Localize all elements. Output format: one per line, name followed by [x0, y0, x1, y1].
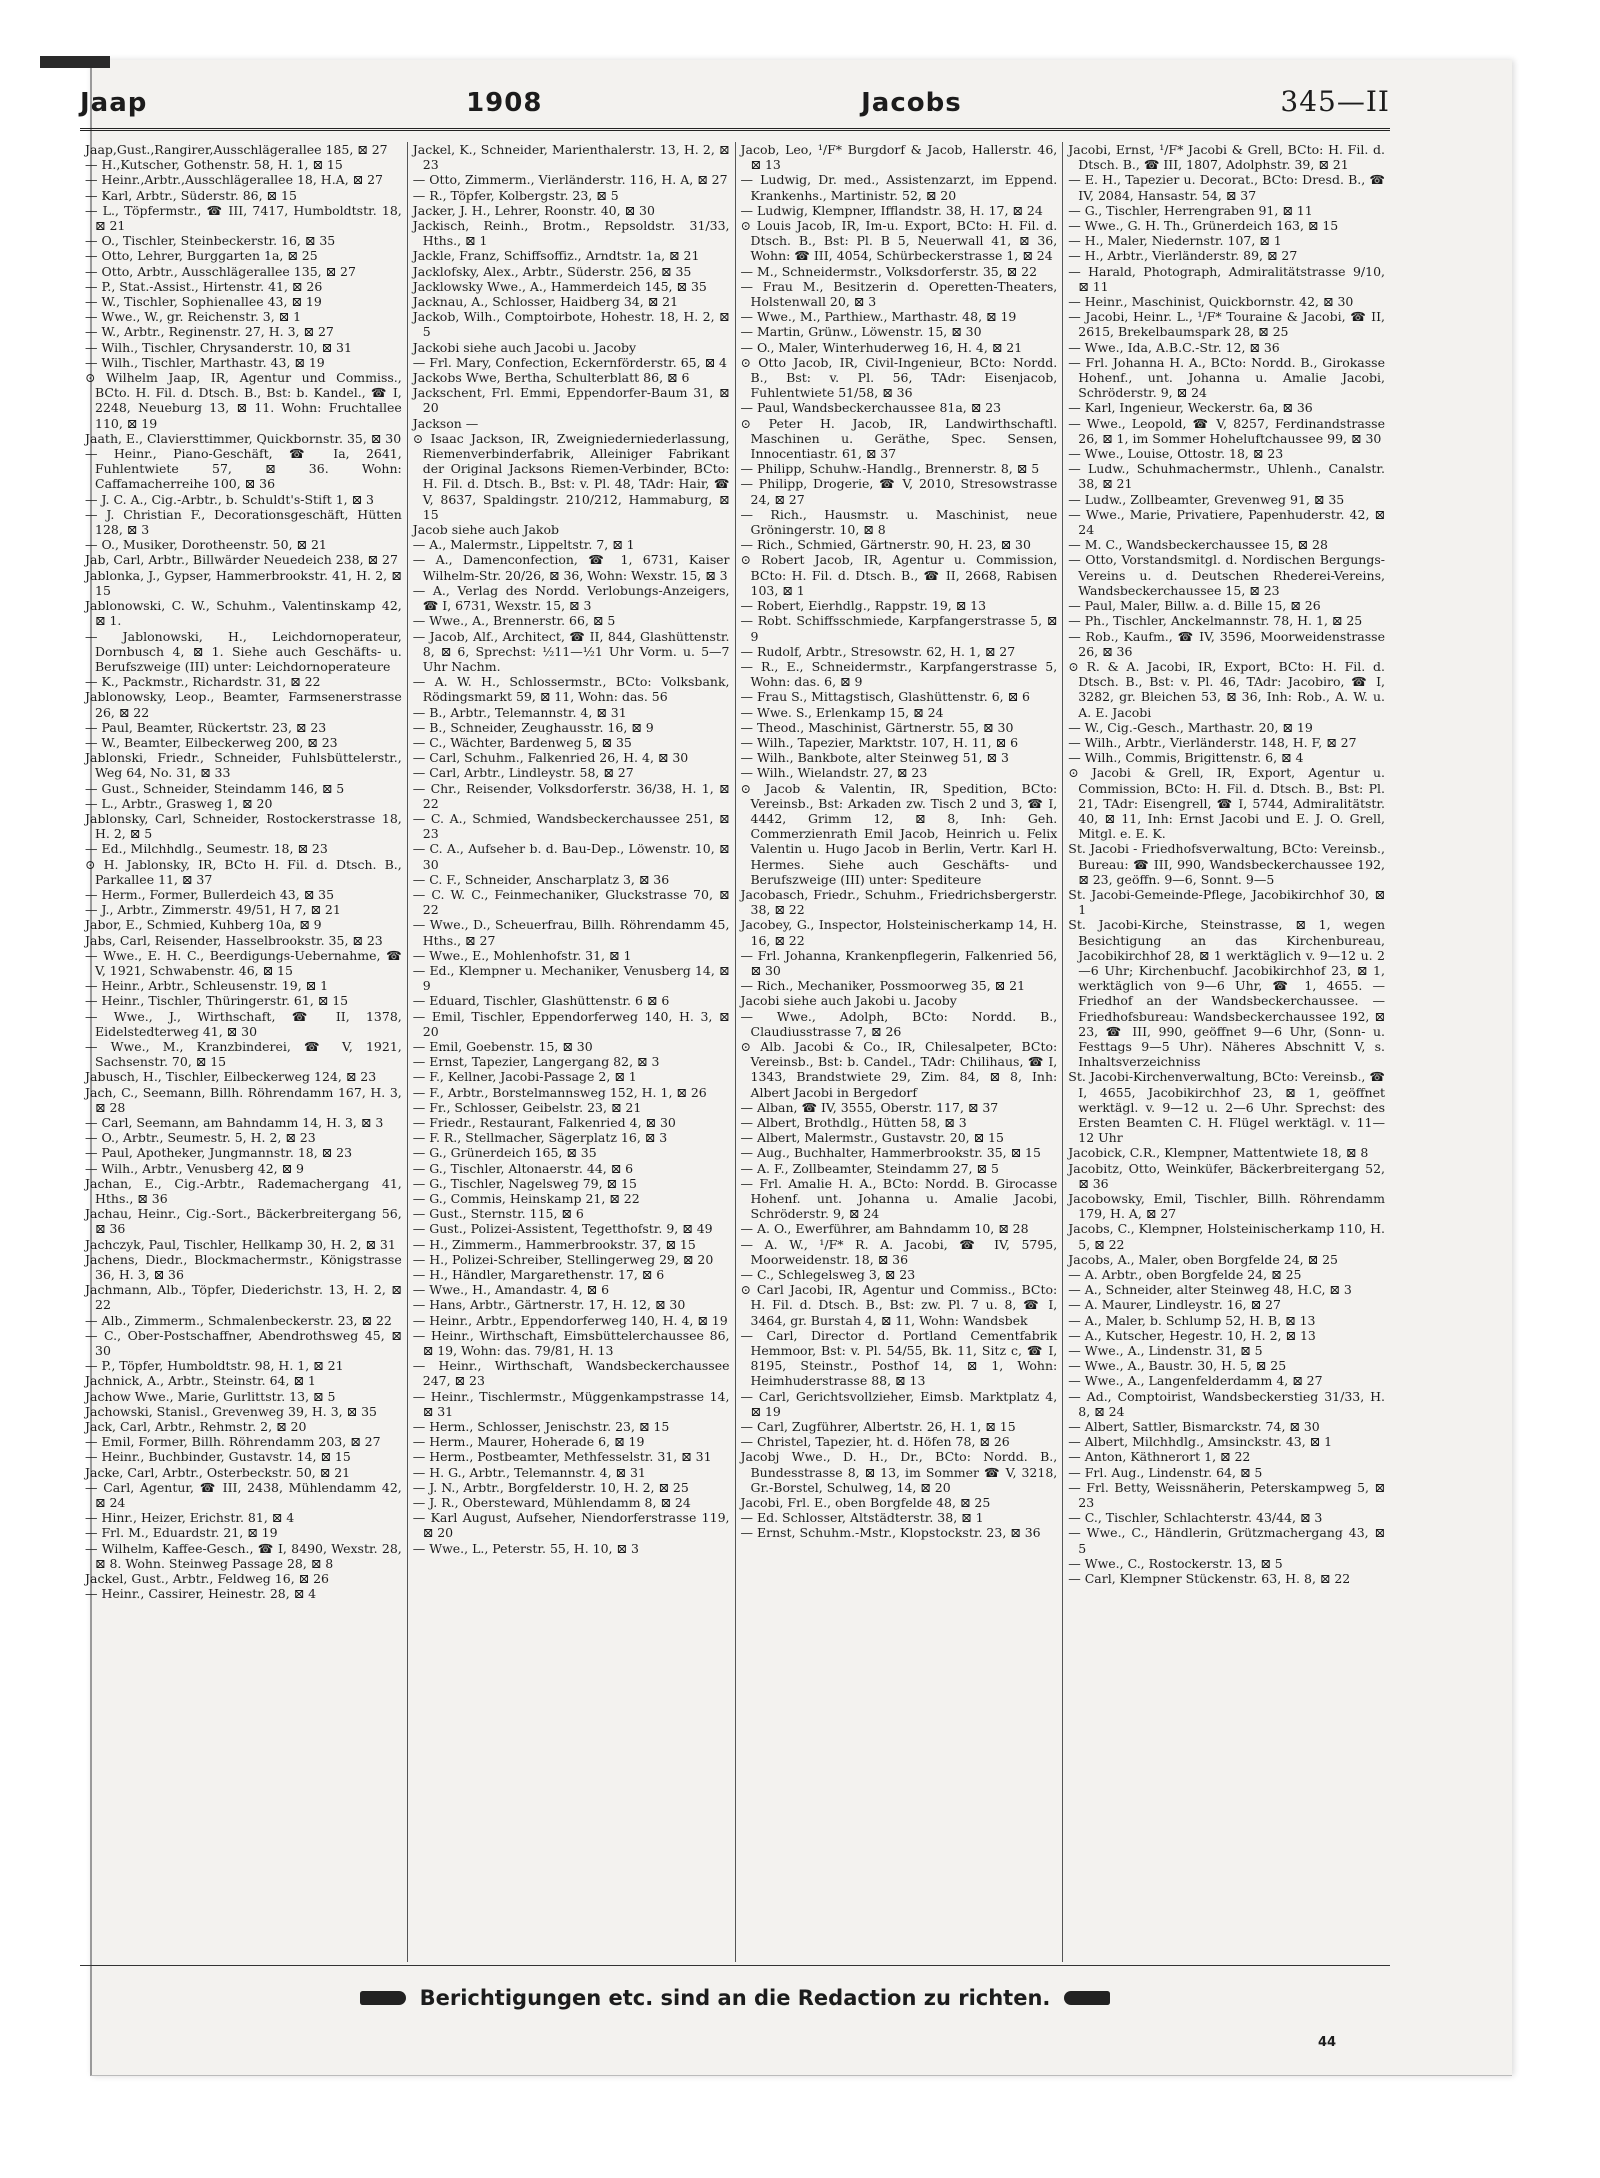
directory-entry: — H. G., Arbtr., Telemannstr. 4, ⊠ 31 [412, 1464, 646, 1480]
header-last-entry: Jacobs [861, 88, 962, 118]
directory-entry: Jacobj Wwe., D. H., Dr., BCto: Nordd. B., Bundesstrasse 8, ⊠ 13, im Sommer ☎ V, 3218, Gr.-Borstel, Schulweg, 14, ⊠ 20 [740, 1449, 1058, 1495]
directory-entry: — Heinr., Arbtr., Schleusenstr. 19, ⊠ 1 [85, 978, 329, 994]
directory-entry: — Ph., Tischler, Anckelmannstr. 78, H. 1, ⊠ 25 [1068, 613, 1363, 629]
directory-entry: — Karl August, Aufseher, Niendorferstrasse 119, ⊠ 20 [412, 1510, 730, 1541]
pointing-hand-icon [360, 1991, 406, 2005]
directory-entry: — C., Tischler, Schlachterstr. 43/44, ⊠ 3 [1068, 1510, 1323, 1526]
directory-entry: — Wilhelm, Kaffee-Gesch., ☎ I, 8490, Wexstr. 28, ⊠ 8. Wohn. Steinweg Passage 28, ⊠ 8 [85, 1540, 402, 1571]
directory-entry: — F. R., Stellmacher, Sägerplatz 16, ⊠ 3 [412, 1130, 668, 1146]
directory-entry: Jack, Carl, Arbtr., Rehmstr. 2, ⊠ 20 [85, 1419, 307, 1435]
footer-text: Berichtigungen etc. sind an die Redaction zu richten. [419, 1986, 1051, 2010]
directory-entry: — Wwe., Ida, A.B.C.-Str. 12, ⊠ 36 [1068, 339, 1280, 355]
directory-entry: Jacobowsky, Emil, Tischler, Billh. Röhrendamm 179, H. A, ⊠ 27 [1068, 1191, 1385, 1222]
directory-entry: — Wilh., Tischler, Marthastr. 43, ⊠ 19 [85, 354, 325, 370]
directory-entry: Jackobs Wwe, Bertha, Schulterblatt 86, ⊠ 6 [412, 370, 690, 386]
directory-entry: — Wwe., D., Scheuerfrau, Billh. Röhrendamm 45, Hths., ⊠ 27 [412, 917, 730, 948]
directory-entry: — Jacob, Alf., Architect, ☎ II, 844, Glashüttenstr. 8, ⊠ 6, Sprechst: ½11—½1 Uhr Vorm. u. 5—7 Uhr Nachm. [412, 628, 730, 674]
directory-entry: — Martin, Grünw., Löwenstr. 15, ⊠ 30 [740, 324, 982, 340]
directory-entry: — Philipp, Schuhw.-Handlg., Brennerstr. 8, ⊠ 5 [740, 461, 1040, 477]
directory-entry: — A. Maurer, Lindleystr. 16, ⊠ 27 [1068, 1297, 1281, 1313]
directory-entry: — Frl. Betty, Weissnäherin, Peterskampweg 5, ⊠ 23 [1068, 1479, 1385, 1511]
directory-entry: Jablonski, Friedr., Schneider, Fuhlsbüttelerstr., Weg 64, No. 31, ⊠ 33 [85, 750, 402, 781]
directory-entry: ⊙ Carl Jacobi, IR, Agentur und Commiss., BCto: H. Fil. d. Dtsch. B., Bst: zw. Pl. 7 u. 8, ☎ I, 3464, gr. Burstah 4, ⊠ 11, Wohn: Wandsbek [740, 1282, 1058, 1328]
directory-entry: — Rich., Hausmstr. u. Maschinist, neue Gröningerstr. 10, ⊠ 8 [740, 506, 1058, 538]
directory-entry: — Wilh., Arbtr., Vierländerstr. 148, H. F, ⊠ 27 [1068, 734, 1357, 750]
directory-entry: — Wwe., E. H. C., Beerdigungs-Uebernahme, ☎ V, 1921, Schwabenstr. 46, ⊠ 15 [85, 947, 402, 978]
directory-entry: — Frl. M., Eduardstr. 21, ⊠ 19 [85, 1525, 278, 1541]
column-1 [80, 142, 407, 1962]
directory-entry: — A., Schneider, alter Steinweg 48, H.C, ⊠ 3 [1068, 1282, 1352, 1298]
directory-entry: — Paul, Beamter, Rückertstr. 23, ⊠ 23 [85, 719, 327, 735]
footer-notice [80, 1978, 1390, 2018]
directory-entry: — Heinr., Buchbinder, Gustavstr. 14, ⊠ 15 [85, 1449, 351, 1465]
directory-entry: — Wwe., G. H. Th., Grünerdeich 163, ⊠ 15 [1068, 218, 1339, 234]
directory-entry: — J. C. A., Cig.-Arbtr., b. Schuldt's-Stift 1, ⊠ 3 [85, 491, 375, 507]
directory-entry: — G., Tischler, Altonaerstr. 44, ⊠ 6 [412, 1160, 634, 1176]
directory-entry: Jacobitz, Otto, Weinküfer, Bäckerbreitergang 52, ⊠ 36 [1068, 1160, 1385, 1191]
signature-mark: 44 [1318, 2035, 1337, 2050]
directory-entry: Jacobasch, Friedr., Schuhm., Friedrichsbergerstr. 38, ⊠ 22 [740, 886, 1058, 918]
directory-entry: — Hinr., Heizer, Erichstr. 81, ⊠ 4 [85, 1510, 295, 1526]
directory-entry: — Carl, Agentur, ☎ III, 2438, Mühlendamm 42, ⊠ 24 [85, 1479, 402, 1511]
directory-entry: — A., Verlag des Nordd. Verlobungs-Anzeigers, ☎ I, 6731, Wexstr. 15, ⊠ 3 [412, 582, 730, 614]
directory-entry: — A. W. H., Schlossermstr., BCto: Volksbank, Rödingsmarkt 59, ⊠ 11, Wohn: das. 56 [412, 674, 730, 705]
directory-entry: — Frl. Johanna, Krankenpflegerin, Falkenried 56, ⊠ 30 [740, 947, 1058, 978]
directory-entry: — Wwe., E., Mohlenhofstr. 31, ⊠ 1 [412, 947, 632, 963]
directory-entry: — C. A., Aufseher b. d. Bau-Dep., Löwenstr. 10, ⊠ 30 [412, 841, 730, 872]
directory-entry: — Albert, Sattler, Bismarckstr. 74, ⊠ 30 [1068, 1419, 1320, 1435]
directory-entry: — Emil, Goebenstr. 15, ⊠ 30 [412, 1038, 593, 1054]
directory-entry: — Wwe., J., Wirthschaft, ☎ II, 1378, Eidelstedterweg 41, ⊠ 30 [85, 1008, 402, 1039]
directory-entry: — O., Maler, Winterhuderweg 16, H. 4, ⊠ 21 [740, 339, 1023, 355]
directory-entry: — O., Tischler, Steinbeckerstr. 16, ⊠ 35 [85, 233, 336, 249]
directory-entry: — O., Arbtr., Seumestr. 5, H. 2, ⊠ 23 [85, 1130, 316, 1146]
directory-entry: — Herm., Maurer, Hoherade 6, ⊠ 19 [412, 1434, 645, 1450]
directory-entry: — Heinr., Wirthschaft, Eimsbüttelerchaussee 86, ⊠ 19, Wohn: das. 79/81, H. 13 [412, 1327, 730, 1359]
directory-entry: — Otto, Arbtr., Ausschlägerallee 135, ⊠ 27 [85, 263, 356, 279]
scan-bottom-margin [0, 2098, 1600, 2178]
directory-entry: — M. C., Wandsbeckerchaussee 15, ⊠ 28 [1068, 537, 1328, 553]
directory-entry: Jackob, Wilh., Comptoirbote, Hohestr. 18, H. 2, ⊠ 5 [412, 309, 730, 340]
directory-entry: — O., Musiker, Dorotheenstr. 50, ⊠ 21 [85, 537, 327, 553]
directory-entry: — Frl. Aug., Lindenstr. 64, ⊠ 5 [1068, 1464, 1263, 1480]
directory-entry: — Wilh., Arbtr., Venusberg 42, ⊠ 9 [85, 1160, 305, 1176]
directory-entry: — K., Packmstr., Richardstr. 31, ⊠ 22 [85, 674, 321, 690]
directory-entry: Jacke, Carl, Arbtr., Osterbeckstr. 50, ⊠ 21 [85, 1464, 351, 1480]
directory-entry: — Ed. Schlosser, Altstädterstr. 38, ⊠ 1 [740, 1510, 984, 1526]
directory-entry: — Frl. Mary, Confection, Eckernförderstr. 65, ⊠ 4 [412, 354, 727, 370]
directory-entry: — Carl, Gerichtsvollzieher, Eimsb. Marktplatz 4, ⊠ 19 [740, 1388, 1058, 1419]
directory-entry: — E. H., Tapezier u. Decorat., BCto: Dresd. B., ☎ IV, 2084, Hansastr. 54, ⊠ 37 [1068, 172, 1385, 203]
directory-entry: — Wilh., Wielandstr. 27, ⊠ 23 [740, 765, 928, 781]
directory-entry: — Jablonowski, H., Leichdornoperateur, Dornbusch 4, ⊠ 1. Siehe auch Geschäfts- u. Berufszweige (III) unter: Leichdornoperateure [85, 628, 402, 674]
directory-entry: — Wwe., L., Peterstr. 55, H. 10, ⊠ 3 [412, 1540, 639, 1556]
directory-entry: — Carl, Seemann, am Bahndamm 14, H. 3, ⊠ 3 [85, 1115, 384, 1130]
directory-entry: — Ludw., Schuhmachermstr., Uhlenh., Canalstr. 38, ⊠ 21 [1068, 461, 1385, 492]
directory-entry: Jabor, E., Schmied, Kuhberg 10a, ⊠ 9 [85, 917, 322, 933]
directory-entry: — A. F., Zollbeamter, Steindamm 27, ⊠ 5 [740, 1160, 999, 1176]
directory-entry: Jacobi, Frl. E., oben Borgfelde 48, ⊠ 25 [740, 1495, 991, 1511]
directory-entry: — Heinr., Arbtr., Eppendorferweg 140, H. 4, ⊠ 19 [412, 1312, 728, 1328]
directory-entry: — P., Stat.-Assist., Hirtenstr. 41, ⊠ 26 [85, 278, 323, 294]
directory-entry: Jaath, E., Claviersttimmer, Quickbornstr. 35, ⊠ 30 [85, 430, 402, 446]
directory-entry: Jab, Carl, Arbtr., Billwärder Neuedeich 238, ⊠ 27 [85, 552, 398, 568]
directory-entry: — Wilh., Tapezier, Marktstr. 107, H. 11, ⊠ 6 [740, 734, 1019, 750]
directory-entry: Jacobey, G., Inspector, Holsteinischerkamp 14, H. 16, ⊠ 22 [740, 917, 1058, 948]
directory-entry: — Chr., Reisender, Volksdorferstr. 36/38, H. 1, ⊠ 22 [412, 780, 730, 811]
directory-entry: — Paul, Apotheker, Jungmannstr. 18, ⊠ 23 [85, 1145, 353, 1161]
directory-entry: — C., Ober-Postschaffner, Abendrothsweg 45, ⊠ 30 [85, 1327, 402, 1359]
directory-entry: Jachow Wwe., Marie, Gurlittstr. 13, ⊠ 5 [85, 1388, 336, 1404]
scan-margin [0, 0, 40, 2177]
directory-entry: — Wwe., Louise, Ottostr. 18, ⊠ 23 [1068, 446, 1284, 462]
directory-entry: — B., Schneider, Zeughausstr. 16, ⊠ 9 [412, 719, 654, 735]
directory-entry: ⊙ Robert Jacob, IR, Agentur u. Commission, BCto: H. Fil. d. Dtsch. B., ☎ II, 2668, Rabisen 103, ⊠ 1 [740, 552, 1058, 598]
directory-entry: — C., Schlegelsweg 3, ⊠ 23 [740, 1267, 916, 1283]
directory-entry: — Ludwig, Dr. med., Assistenzarzt, im Eppend. Krankenhs., Martinistr. 52, ⊠ 20 [740, 172, 1058, 203]
directory-entry: — Emil, Former, Billh. Röhrendamm 203, ⊠ 27 [85, 1434, 381, 1450]
directory-entry: Jablonowski, C. W., Schuhm., Valentinskamp 42, ⊠ 1. [85, 598, 402, 629]
directory-entry: ⊙ Peter H. Jacob, IR, Landwirthschaftl. Maschinen u. Geräthe, Spec. Sensen, Innocentiastr. 61, ⊠ 37 [740, 415, 1058, 462]
directory-entry: ⊙ Alb. Jacobi & Co., IR, Chilesalpeter, BCto: Vereinsb., Bst: b. Candel., TAdr: Chilihaus, ☎ I, 1343, Brandstwiete 29, Zim. 84, ⊠ 8, Inh: Albert Jacobi in Bergedorf [740, 1038, 1058, 1100]
directory-entry: — A. O., Ewerführer, am Bahndamm 10, ⊠ 28 [740, 1221, 1029, 1237]
directory-entry: — F., Arbtr., Borstelmannsweg 152, H. 1, ⊠ 26 [412, 1084, 707, 1100]
column-3 [735, 142, 1063, 1962]
directory-entry: Jachan, E., Cig.-Arbtr., Rademachergang 41, Hths., ⊠ 36 [85, 1175, 402, 1207]
directory-entry: — Heinr., Tischler, Thüringerstr. 61, ⊠ 15 [85, 993, 349, 1009]
directory-entry: — Frl. Johanna H. A., BCto: Nordd. B., Girokasse Hohenf., unt. Johanna u. Amalie Jacobi, Schröderstr. 9, ⊠ 24 [1068, 354, 1385, 401]
directory-entry: — Frl. Amalie H. A., BCto: Nordd. B. Girocasse Hohenf. unt. Johanna u. Amalie Jacobi, Schröderstr. 9, ⊠ 24 [740, 1175, 1058, 1222]
directory-entry: — C. W. C., Feinmechaniker, Gluckstrasse 70, ⊠ 22 [412, 886, 730, 918]
directory-entry: — Ernst, Tapezier, Langergang 82, ⊠ 3 [412, 1054, 660, 1070]
directory-entry: Jabs, Carl, Reisender, Hasselbrookstr. 35, ⊠ 23 [85, 932, 383, 948]
directory-entry: — C. F., Schneider, Anscharplatz 3, ⊠ 36 [412, 871, 670, 887]
scan-corner-mark [40, 56, 110, 68]
directory-entry: — Wwe., A., Langenfelderdamm 4, ⊠ 27 [1068, 1373, 1323, 1389]
directory-entry: Jackschent, Frl. Emmi, Eppendorfer-Baum 31, ⊠ 20 [412, 385, 730, 416]
directory-entry: Jacob siehe auch Jakob [412, 522, 560, 538]
directory-entry: — Albert, Milchhdlg., Amsinckstr. 43, ⊠ 1 [1068, 1434, 1333, 1450]
directory-entry: ⊙ Jacobi & Grell, IR, Export, Agentur u. Commission, BCto: H. Fil. d. Dtsch. B., Bst: Pl. 21, TAdr: Eisengrell, ☎ I, 5744, Admiralitätstr. 40, ⊠ 11, Inh: Ernst Jacobi und E. J. O. Grell, Mitgl. e. E. K. [1068, 765, 1385, 842]
directory-entry: — A. Arbtr., oben Borgfelde 24, ⊠ 25 [1068, 1267, 1302, 1283]
directory-entry: Jacobi siehe auch Jakobi u. Jacoby [740, 993, 957, 1009]
header-year: 1908 [466, 88, 543, 118]
directory-entry: — J., Arbtr., Zimmerstr. 49/51, H 7, ⊠ 21 [85, 902, 341, 918]
directory-entry: — G., Tischler, Nagelsweg 79, ⊠ 15 [412, 1175, 637, 1191]
directory-entry: — Frau M., Besitzerin d. Operetten-Theaters, Holstenwall 20, ⊠ 3 [740, 278, 1058, 310]
directory-entry: — H., Polizei-Schreiber, Stellingerweg 29, ⊠ 20 [412, 1251, 714, 1267]
directory-entry: — Carl, Director d. Portland Cementfabrik Hemmoor, Bst: v. Pl. 54/55, Bk. 11, Sitz c, ☎ I, 8195, Steinstr., Posthof 14, ⊠ 1, Wohn: Heimhuderstrasse 88, ⊠ 13 [740, 1327, 1058, 1389]
pointing-hand-icon [1064, 1991, 1110, 2005]
column-2 [407, 142, 735, 1962]
directory-entry: — Wilh., Tischler, Chrysanderstr. 10, ⊠ 31 [85, 339, 352, 355]
directory-entry: Jacklofsky, Alex., Arbtr., Süderstr. 256, ⊠ 35 [412, 263, 692, 279]
directory-entry: — Rudolf, Arbtr., Stresowstr. 62, H. 1, ⊠ 27 [740, 643, 1016, 659]
directory-entry: — Albert, Brothdlg., Hütten 58, ⊠ 3 [740, 1115, 967, 1130]
directory-entry: — Heinr., Wirthschaft, Wandsbeckerchaussee 247, ⊠ 23 [412, 1358, 730, 1389]
directory-entry: Jacobick, C.R., Klempner, Mattentwiete 18, ⊠ 8 [1068, 1145, 1369, 1161]
directory-entry: — Karl, Ingenieur, Weckerstr. 6a, ⊠ 36 [1068, 400, 1313, 416]
directory-entry: Jablonowsky, Leop., Beamter, Farmsenerstrasse 26, ⊠ 22 [85, 689, 402, 720]
directory-entry: — Theod., Maschinist, Gärtnerstr. 55, ⊠ 30 [740, 719, 1014, 735]
directory-entry: — A., Damenconfection, ☎ 1, 6731, Kaiser Wilhelm-Str. 20/26, ⊠ 36, Wohn: Wexstr. 15, ⊠ 3 [412, 552, 730, 583]
header-rule [80, 128, 1390, 134]
directory-entry: — Frau S., Mittagstisch, Glashüttenstr. 6, ⊠ 6 [740, 689, 1031, 705]
directory-entry: — Ed., Milchhdlg., Seumestr. 18, ⊠ 23 [85, 841, 328, 857]
directory-entry: — Fr., Schlosser, Geibelstr. 23, ⊠ 21 [412, 1099, 642, 1115]
directory-columns [80, 142, 1390, 1962]
directory-entry: — H., Händler, Margarethenstr. 17, ⊠ 6 [412, 1267, 665, 1283]
directory-entry: — Philipp, Drogerie, ☎ V, 2010, Stresowstrasse 24, ⊠ 27 [740, 476, 1058, 507]
directory-entry: ⊙ H. Jablonsky, IR, BCto H. Fil. d. Dtsch. B., Parkallee 11, ⊠ 37 [85, 856, 402, 887]
directory-entry: Jacobs, A., Maler, oben Borgfelde 24, ⊠ 25 [1068, 1251, 1338, 1267]
directory-entry: Jachens, Diedr., Blockmachermstr., Königstrasse 36, H. 3, ⊠ 36 [85, 1251, 402, 1283]
directory-entry: — Heinr., Cassirer, Heinestr. 28, ⊠ 4 [85, 1586, 317, 1602]
directory-entry: St. Jacobi-Kirchenverwaltung, BCto: Vereinsb., ☎ I, 4655, Jacobikirchhof 23, ⊠ 1, geöffnet werktägl. v. 9—12 u. 2—6 Uhr. Sprechst: des Ersten Beamten C. H. Flügel werktägl. v. 11—12 Uhr [1068, 1069, 1385, 1146]
directory-entry: — J. N., Arbtr., Borgfelderstr. 10, H. 2, ⊠ 25 [412, 1479, 689, 1495]
directory-entry: — W., Beamter, Eilbeckerweg 200, ⊠ 23 [85, 734, 338, 750]
directory-entry: — Wilh., Commis, Brigittenstr. 6, ⊠ 4 [1068, 750, 1304, 766]
directory-entry: — Ludw., Zollbeamter, Grevenweg 91, ⊠ 35 [1068, 491, 1345, 507]
directory-entry: — Friedr., Restaurant, Falkenried 4, ⊠ 30 [412, 1115, 676, 1130]
directory-entry: ⊙ Louis Jacob, IR, Im-u. Export, BCto: H. Fil. d. Dtsch. B., Bst: Pl. B 5, Neuerwall 41, ⊠ 36, Wohn: ☎ III, 4054, Schürbeckerstrasse 1, ⊠ 24 [740, 218, 1058, 264]
directory-entry: Jacob, Leo, ¹/F* Burgdorf & Jacob, Hallerstr. 46, ⊠ 13 [740, 142, 1058, 173]
directory-entry: — W., Arbtr., Reginenstr. 27, H. 3, ⊠ 27 [85, 324, 334, 340]
directory-entry: — Carl, Klempner Stückenstr. 63, H. 8, ⊠ 22 [1068, 1571, 1351, 1587]
directory-entry: — Wwe., W., gr. Reichenstr. 3, ⊠ 1 [85, 309, 302, 325]
directory-entry: — A., Maler, b. Schlump 52, H. B, ⊠ 13 [1068, 1312, 1316, 1328]
directory-entry: — F., Kellner, Jacobi-Passage 2, ⊠ 1 [412, 1069, 637, 1085]
directory-entry: — Heinr., Tischlermstr., Müggenkampstrasse 14, ⊠ 31 [412, 1388, 730, 1419]
directory-entry: — Rich., Mechaniker, Possmoorweg 35, ⊠ 21 [740, 978, 1026, 994]
directory-entry: — Carl, Schuhm., Falkenried 26, H. 4, ⊠ 30 [412, 750, 689, 766]
directory-entry: — Ed., Klempner u. Mechaniker, Venusberg 14, ⊠ 9 [412, 962, 730, 994]
directory-entry: Jachau, Heinr., Cig.-Sort., Bäckerbreitergang 56, ⊠ 36 [85, 1206, 402, 1237]
directory-entry: — Eduard, Tischler, Glashüttenstr. 6 ⊠ 6 [412, 993, 670, 1009]
running-header [80, 70, 1390, 118]
directory-entry: — Herm., Former, Bullerdeich 43, ⊠ 35 [85, 886, 335, 902]
directory-entry: — A., Malermstr., Lippeltstr. 7, ⊠ 1 [412, 537, 635, 553]
directory-entry: — Alban, ☎ IV, 3555, Oberstr. 117, ⊠ 37 [740, 1099, 999, 1115]
directory-entry: Jacklowsky Wwe., A., Hammerdeich 145, ⊠ 35 [412, 278, 707, 294]
directory-entry: — L., Töpfermstr., ☎ III, 7417, Humboldtstr. 18, ⊠ 21 [85, 202, 402, 234]
directory-entry: — W., Tischler, Sophienallee 43, ⊠ 19 [85, 294, 322, 310]
directory-entry: — Wwe., Leopold, ☎ V, 8257, Ferdinandstrasse 26, ⊠ 1, im Sommer Hoheluftchaussee 99, ⊠ 30 [1068, 415, 1385, 446]
directory-entry: — R., Töpfer, Kolbergstr. 23, ⊠ 5 [412, 187, 619, 203]
directory-entry: — Wwe., C., Händlerin, Grützmachergang 43, ⊠ 5 [1068, 1525, 1385, 1556]
directory-entry: — Christel, Tapezier, ht. d. Höfen 78, ⊠ 26 [740, 1434, 1010, 1450]
directory-entry: — Gust., Schneider, Steindamm 146, ⊠ 5 [85, 780, 345, 796]
directory-entry: — Ad., Comptoirist, Wandsbeckerstieg 31/33, H. 8, ⊠ 24 [1068, 1388, 1385, 1419]
directory-entry: — H., Zimmerm., Hammerbrookstr. 37, ⊠ 15 [412, 1236, 696, 1252]
directory-entry: Jach, C., Seemann, Billh. Röhrendamm 167, H. 3, ⊠ 28 [85, 1084, 402, 1115]
directory-entry: — Otto, Vorstandsmitgl. d. Nordischen Bergungs-Vereins u. d. Deutschen Rhederei-Vereins, Wandsbeckerchaussee 15, ⊠ 23 [1068, 552, 1385, 598]
directory-entry: Jablonsky, Carl, Schneider, Rostockerstrasse 18, H. 2, ⊠ 5 [85, 810, 402, 842]
directory-entry: Jabusch, H., Tischler, Eilbeckerweg 124, ⊠ 23 [85, 1069, 377, 1085]
column-4 [1062, 142, 1390, 1962]
directory-entry: — Robert, Eierhdlg., Rappstr. 19, ⊠ 13 [740, 598, 987, 614]
directory-entry: — G., Grünerdeich 165, ⊠ 35 [412, 1145, 597, 1161]
directory-entry: — Rich., Schmied, Gärtnerstr. 90, H. 23, ⊠ 30 [740, 537, 1031, 553]
directory-entry: Jacobs, C., Klempner, Holsteinischerkamp 110, H. 5, ⊠ 22 [1068, 1221, 1385, 1252]
directory-entry: — Jacobi, Heinr. L., ¹/F* Touraine & Jacobi, ☎ II, 2615, Brekelbaumspark 28, ⊠ 25 [1068, 309, 1385, 340]
directory-entry: ⊙ Otto Jacob, IR, Civil-Ingenieur, BCto: Nordd. B., Bst: v. Pl. 56, TAdr: Eisenjacob, Fuhlentwiete 51/58, ⊠ 36 [740, 354, 1058, 401]
directory-entry: — Wwe., A., Baustr. 30, H. 5, ⊠ 25 [1068, 1358, 1287, 1374]
directory-entry: — J. R., Obersteward, Mühlendamm 8, ⊠ 24 [412, 1495, 691, 1511]
directory-entry: — G., Commis, Heinskamp 21, ⊠ 22 [412, 1191, 640, 1207]
directory-entry: — H., Arbtr., Vierländerstr. 89, ⊠ 27 [1068, 248, 1298, 264]
directory-entry: Jachmann, Alb., Töpfer, Diederichstr. 13, H. 2, ⊠ 22 [85, 1282, 402, 1313]
directory-entry: ⊙ Jacob & Valentin, IR, Spedition, BCto: Vereinsb., Bst: Arkaden zw. Tisch 2 und 3, ☎ I, 4442, Grimm 12, ⊠ 8, Inh: Geh. Commerzienrath Emil Jacob, Heinrich u. Felix Valentin u. Hugo Jacob in Berlin, Vertr. Karl H. Hermes. Siehe auch Geschäfts- und Berufszweige (III) unter: Spediteure [740, 780, 1058, 887]
directory-entry: Jachowski, Stanisl., Grevenweg 39, H. 3, ⊠ 35 [85, 1403, 377, 1419]
directory-entry: — Wwe., H., Amandastr. 4, ⊠ 6 [412, 1282, 610, 1298]
directory-entry: Jackisch, Reinh., Brotm., Repsoldstr. 31/33, Hths., ⊠ 1 [412, 218, 730, 249]
directory-entry: — Wwe., M., Parthiew., Marthastr. 48, ⊠ 19 [740, 309, 1017, 325]
directory-entry: — Herm., Postbeamter, Methfesselstr. 31, ⊠ 31 [412, 1449, 712, 1465]
directory-entry: — C. A., Schmied, Wandsbeckerchaussee 251, ⊠ 23 [412, 810, 730, 842]
directory-entry: ⊙ Wilhelm Jaap, IR, Agentur und Commiss., BCto. H. Fil. d. Dtsch. B., Bst: b. Kandel., ☎ I, 2248, Neueburg 13, ⊠ 11. Wohn: Fruchtallee 110, ⊠ 19 [85, 370, 402, 431]
directory-entry: ⊙ Isaac Jackson, IR, Zweigniederniederlassung, Riemenverbinderfabrik, Alleiniger Fabrikant der Original Jacksons Riemen-Verbinder, BCto: H. Fil. d. Dtsch. B., Bst: v. Pl. 48, TAdr: Hair, ☎ V, 8637, Spaldingstr. 210/212, Hammaburg, ⊠ 15 [412, 430, 730, 522]
directory-entry: — Paul, Maler, Billw. a. d. Bille 15, ⊠ 26 [1068, 598, 1321, 614]
directory-entry: — Wwe., C., Rostockerstr. 13, ⊠ 5 [1068, 1555, 1283, 1571]
directory-entry: — Albert, Malermstr., Gustavstr. 20, ⊠ 15 [740, 1130, 1004, 1146]
directory-entry: Jackson — [412, 415, 479, 431]
directory-entry: Jachnick, A., Arbtr., Steinstr. 64, ⊠ 1 [85, 1373, 316, 1389]
directory-entry: — M., Schneidermstr., Volksdorferstr. 35, ⊠ 22 [740, 263, 1038, 279]
directory-entry: St. Jacobi-Kirche, Steinstrasse, ⊠ 1, wegen Besichtigung an das Kirchenbureau, Jacobikirchhof 28, ⊠ 1 werktäglich v. 9—12 u. 2—6 Uhr; Kirchenbuchf. Jacobikirchhof 23, ⊠ 1, werktäglich von 9—6 Uhr, ☎ 1, 4655. — Friedhof an der Wandsbeckerchaussee. — Friedhofsbureau: Wandsbeckerchaussee 192, ⊠ 23, ☎ III, 990, geöffnet 9—6 Uhr, (Sonn- u. Festtags 9—5 Uhr). Näheres Abschnitt V, s. Inhaltsverzeichniss [1068, 917, 1385, 1070]
directory-entry: Jacker, J. H., Lehrer, Roonstr. 40, ⊠ 30 [412, 202, 655, 218]
directory-entry: — J. Christian F., Decorationsgeschäft, Hütten 128, ⊠ 3 [85, 506, 402, 538]
directory-entry: ⊙ R. & A. Jacobi, IR, Export, BCto: H. Fil. d. Dtsch. B., Bst: v. Pl. 46, TAdr: Jacobiro, ☎ I, 3282, gr. Bleichen 53, ⊠ 36, Inh: Rob., A. W. u. A. E. Jacobi [1068, 658, 1385, 720]
directory-entry: — Heinr., Piano-Geschäft, ☎ Ia, 2641, Fuhlentwiete 57, ⊠ 36. Wohn: Caffamacherreihe 100, ⊠ 36 [85, 446, 402, 492]
directory-entry: — Wwe., Adolph, BCto: Nordd. B., Claudiusstrasse 7, ⊠ 26 [740, 1008, 1058, 1039]
directory-entry: — Emil, Tischler, Eppendorferweg 140, H. 3, ⊠ 20 [412, 1008, 730, 1039]
directory-entry: — Wwe., Marie, Privatiere, Papenhuderstr. 42, ⊠ 24 [1068, 506, 1385, 538]
directory-entry: — R., E., Schneidermstr., Karpfangerstrasse 5, Wohn: das. 6, ⊠ 9 [740, 658, 1058, 690]
directory-entry: — L., Arbtr., Grasweg 1, ⊠ 20 [85, 795, 273, 811]
directory-entry: — P., Töpfer, Humboldtstr. 98, H. 1, ⊠ 21 [85, 1358, 344, 1374]
directory-entry: — C., Wächter, Bardenweg 5, ⊠ 35 [412, 734, 632, 750]
directory-entry: — Anton, Käthnerort 1, ⊠ 22 [1068, 1449, 1251, 1465]
directory-entry: — Wilh., Bankbote, alter Steinweg 51, ⊠ 3 [740, 750, 1009, 766]
directory-entry: — Wwe., A., Lindenstr. 31, ⊠ 5 [1068, 1343, 1263, 1359]
directory-entry: — Heinr.,Arbtr.,Ausschlägerallee 18, H.A, ⊠ 27 [85, 172, 383, 188]
directory-entry: — W., Cig.-Gesch., Marthastr. 20, ⊠ 19 [1068, 719, 1313, 735]
directory-entry: — Robt. Schiffsschmiede, Karpfangerstrasse 5, ⊠ 9 [740, 613, 1058, 644]
directory-entry: — H.,Kutscher, Gothenstr. 58, H. 1, ⊠ 15 [85, 157, 343, 173]
directory-entry: Jacknau, A., Schlosser, Haidberg 34, ⊠ 21 [412, 294, 679, 310]
directory-entry: — Otto, Lehrer, Burggarten 1a, ⊠ 25 [85, 248, 318, 264]
directory-entry: Jacobi, Ernst, ¹/F* Jacobi & Grell, BCto: H. Fil. d. Dtsch. B., ☎ III, 1807, Adolphstr. 39, ⊠ 21 [1068, 142, 1385, 173]
footer-rule [80, 1965, 1390, 1966]
directory-entry: — Aug., Buchhalter, Hammerbrookstr. 35, ⊠ 15 [740, 1145, 1041, 1161]
directory-entry: — Ludwig, Klempner, Ifflandstr. 38, H. 17, ⊠ 24 [740, 202, 1043, 218]
directory-entry: St. Jacobi-Gemeinde-Pflege, Jacobikirchhof 30, ⊠ 1 [1068, 886, 1385, 918]
directory-entry: — Otto, Zimmerm., Vierländerstr. 116, H. A, ⊠ 27 [412, 172, 728, 188]
directory-entry: — Carl, Arbtr., Lindleystr. 58, ⊠ 27 [412, 765, 634, 781]
directory-entry: St. Jacobi - Friedhofsverwaltung, BCto: Vereinsb., Bureau: ☎ III, 990, Wandsbeckerchaussee 192, ⊠ 23, geöffn. 9—6, Sonnt. 9—5 [1068, 841, 1385, 887]
directory-entry: Jachczyk, Paul, Tischler, Hellkamp 30, H. 2, ⊠ 31 [85, 1236, 396, 1252]
directory-entry: Jaap,Gust.,Rangirer,Ausschlägerallee 185, ⊠ 27 [85, 142, 388, 157]
directory-entry: — Wwe. S., Erlenkamp 15, ⊠ 24 [740, 704, 944, 720]
directory-entry: — Herm., Schlosser, Jenischstr. 23, ⊠ 15 [412, 1419, 670, 1435]
directory-entry: Jackobi siehe auch Jacobi u. Jacoby [412, 339, 637, 355]
directory-entry: — Wwe., M., Kranzbinderei, ☎ V, 1921, Sachsenstr. 70, ⊠ 15 [85, 1038, 402, 1070]
directory-entry: — Gust., Sternstr. 115, ⊠ 6 [412, 1206, 584, 1222]
directory-entry: — Harald, Photograph, Admiralitätstrasse 9/10, ⊠ 11 [1068, 263, 1385, 294]
directory-entry: — Heinr., Maschinist, Quickbornstr. 42, ⊠ 30 [1068, 294, 1354, 310]
directory-entry: — Rob., Kaufm., ☎ IV, 3596, Moorweidenstrasse 26, ⊠ 36 [1068, 628, 1385, 659]
header-first-entry: Jaap [80, 88, 148, 118]
directory-entry: — Ernst, Schuhm.-Mstr., Klopstockstr. 23, ⊠ 36 [740, 1525, 1041, 1541]
directory-entry: — B., Arbtr., Telemannstr. 4, ⊠ 31 [412, 704, 627, 720]
directory-entry: Jackle, Franz, Schiffsoffiz., Arndtstr. 1a, ⊠ 21 [412, 248, 700, 264]
directory-entry: — Wwe., A., Brennerstr. 66, ⊠ 5 [412, 613, 616, 629]
page-number: 345—II [1280, 85, 1390, 118]
directory-entry: — Gust., Polizei-Assistent, Tegetthofstr. 9, ⊠ 49 [412, 1221, 713, 1237]
directory-entry: — Karl, Arbtr., Süderstr. 86, ⊠ 15 [85, 187, 297, 203]
directory-entry: — Hans, Arbtr., Gärtnerstr. 17, H. 12, ⊠ 30 [412, 1297, 686, 1313]
directory-entry: — A. W., ¹/F* R. A. Jacobi, ☎ IV, 5795, Moorweidenstr. 18, ⊠ 36 [740, 1236, 1058, 1267]
directory-entry: Jablonka, J., Gypser, Hammerbrookstr. 41, H. 2, ⊠ 15 [85, 567, 402, 598]
directory-entry: — Carl, Zugführer, Albertstr. 26, H. 1, ⊠ 15 [740, 1419, 1016, 1435]
directory-entry: — H., Maler, Niedernstr. 107, ⊠ 1 [1068, 233, 1282, 249]
directory-entry: — A., Kutscher, Hegestr. 10, H. 2, ⊠ 13 [1068, 1327, 1316, 1343]
directory-entry: Jackel, K., Schneider, Marienthalerstr. 13, H. 2, ⊠ 23 [412, 142, 730, 173]
directory-entry: — G., Tischler, Herrengraben 91, ⊠ 11 [1068, 202, 1313, 218]
directory-entry: Jackel, Gust., Arbtr., Feldweg 16, ⊠ 26 [85, 1571, 329, 1587]
directory-entry: — Paul, Wandsbeckerchaussee 81a, ⊠ 23 [740, 400, 1002, 416]
directory-entry: — Alb., Zimmerm., Schmalenbeckerstr. 23, ⊠ 22 [85, 1312, 392, 1328]
